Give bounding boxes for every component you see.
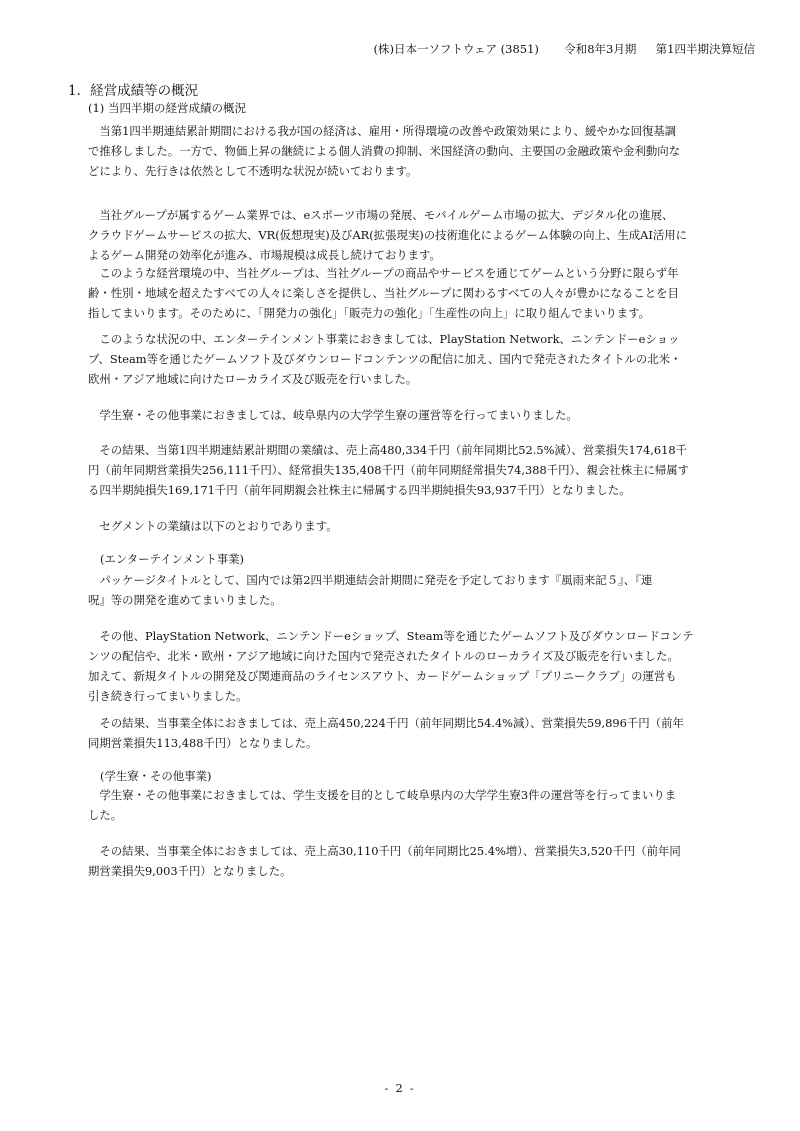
section-title: 1．経営成績等の概況 (68, 83, 199, 99)
header-period: 令和8年3月期 (564, 42, 637, 56)
page-number: - 2 - (384, 1081, 416, 1095)
paragraph-line: 呪』等の開発を進めてまいりました。 (88, 593, 282, 607)
paragraph-line: で推移しました。一方で、物価上昇の継続による個人消費の抑制、米国経済の動向、主要国の金融政策や金利動向な (88, 144, 681, 158)
paragraph-line: プ、Steam等を通じたゲームソフト及びダウンロードコンテンツの配信に加え、国内で発売されたタイトルの北米・ (88, 352, 682, 366)
paragraph-3 (88, 263, 728, 323)
paragraph-line: このような経営環境の中、当社グループは、当社グループの商品やサービスを通じてゲームという分野に限らず年 (99, 266, 679, 280)
paragraph-5 (88, 405, 728, 425)
paragraph-line: 齢・性別・地域を超えたすべての人々に楽しさを提供し、当社グループに関わるすべての人々が豊かになることを目 (88, 286, 679, 300)
paragraph-line: 加えて、新規タイトルの開発及び関連商品のライセンスアウト、カードゲームショップ「プリニークラブ」の運営も (88, 669, 677, 683)
paragraph-line: 当社グループが属するゲーム業界では、eスポーツ市場の発展、モバイルゲーム市場の拡大、デジタル化の進展、 (99, 208, 674, 222)
page-header (373, 41, 755, 57)
paragraph-1 (88, 121, 728, 181)
header-report: 第1四半期決算短信 (655, 42, 755, 56)
paragraph-line: 当第1四半期連結累計期間における我が国の経済は、雇用・所得環境の改善や政策効果により、緩やかな回復基調 (99, 124, 677, 138)
paragraph-line: どにより、先行きは依然として不透明な状況が続いております。 (88, 164, 418, 178)
paragraph-4 (88, 329, 728, 389)
paragraph-line: 学生寮・その他事業におきましては、学生支援を目的として岐阜県内の大学学生寮3件の運営等を行ってまいりま (99, 788, 677, 802)
paragraph-line: パッケージタイトルとして、国内では第2四半期連結会計期間に発売を予定しております『風雨来記５』、『連 (99, 573, 653, 587)
paragraph-line: 指してまいります。そのために、「開発力の強化」「販売力の強化」「生産性の向上」に取り組んでまいります。 (88, 306, 651, 320)
paragraph-line: セグメントの業績は以下のとおりであります。 (99, 519, 338, 533)
segment-dormitory-paragraph-2 (88, 841, 728, 881)
paragraph-6 (88, 440, 728, 500)
paragraph-line: その他、PlayStation Network、ニンテンドーeショップ、Steam等を通じたゲームソフト及びダウンロードコンテ (99, 629, 694, 643)
paragraph-line: る四半期純損失169,171千円（前年同期親会社株主に帰属する四半期純損失93,937千円）となりました。 (88, 483, 631, 497)
paragraph-line: その結果、当事業全体におきましては、売上高30,110千円（前年同期比25.4%増）、営業損失3,520千円（前年同 (99, 844, 681, 858)
paragraph-line: 同期営業損失113,488千円）となりました。 (88, 736, 318, 750)
segment-entertainment-paragraph-1 (88, 570, 728, 610)
paragraph-line: 欧州・アジア地域に向けたローカライズ及び販売を行いました。 (88, 372, 418, 386)
paragraph-line: 学生寮・その他事業におきましては、岐阜県内の大学学生寮の運営等を行ってまいりました。 (99, 408, 578, 422)
paragraph-line: した。 (88, 808, 123, 822)
paragraph-line: よるゲーム開発の効率化が進み、市場規模は成長し続けております。 (88, 248, 441, 262)
paragraph-line: 円（前年同期営業損失256,111千円）、経常損失135,408千円（前年同期経常損失74,388千円）、親会社株主に帰属す (88, 463, 690, 477)
segment-dormitory-paragraph-1 (88, 785, 728, 825)
segment-entertainment-paragraph-2 (88, 626, 728, 706)
segment-entertainment-paragraph-3 (88, 713, 728, 753)
paragraph-7 (88, 516, 728, 536)
section-subtitle: (1) 当四半期の経営成績の概況 (88, 101, 246, 115)
paragraph-line: ンツの配信や、北米・欧州・アジア地域に向けた国内で発売されたタイトルのローカライズ及び販売を行いました。 (88, 649, 679, 663)
paragraph-line: その結果、当事業全体におきましては、売上高450,224千円（前年同期比54.4%減）、営業損失59,896千円（前年 (99, 716, 684, 730)
header-company: (株)日本一ソフトウェア (3851) (373, 42, 539, 56)
segment-heading-dormitory: (学生寮・その他事業) (100, 769, 212, 783)
paragraph-line: 引き続き行ってまいりました。 (88, 689, 248, 703)
segment-heading-entertainment: (エンターテインメント事業) (100, 552, 244, 566)
paragraph-line: その結果、当第1四半期連結累計期間の業績は、売上高480,334千円（前年同期比52.5%減）、営業損失174,618千 (99, 443, 687, 457)
paragraph-line: クラウドゲームサービスの拡大、VR(仮想現実)及びAR(拡張現実)の技術進化によるゲーム体験の向上、生成AI活用に (88, 228, 688, 242)
paragraph-line: 期営業損失9,003千円）となりました。 (88, 864, 292, 878)
paragraph-2 (88, 205, 728, 265)
paragraph-line: このような状況の中、エンターテインメント事業におきましては、PlayStation Network、ニンテンドーeショッ (99, 332, 680, 346)
